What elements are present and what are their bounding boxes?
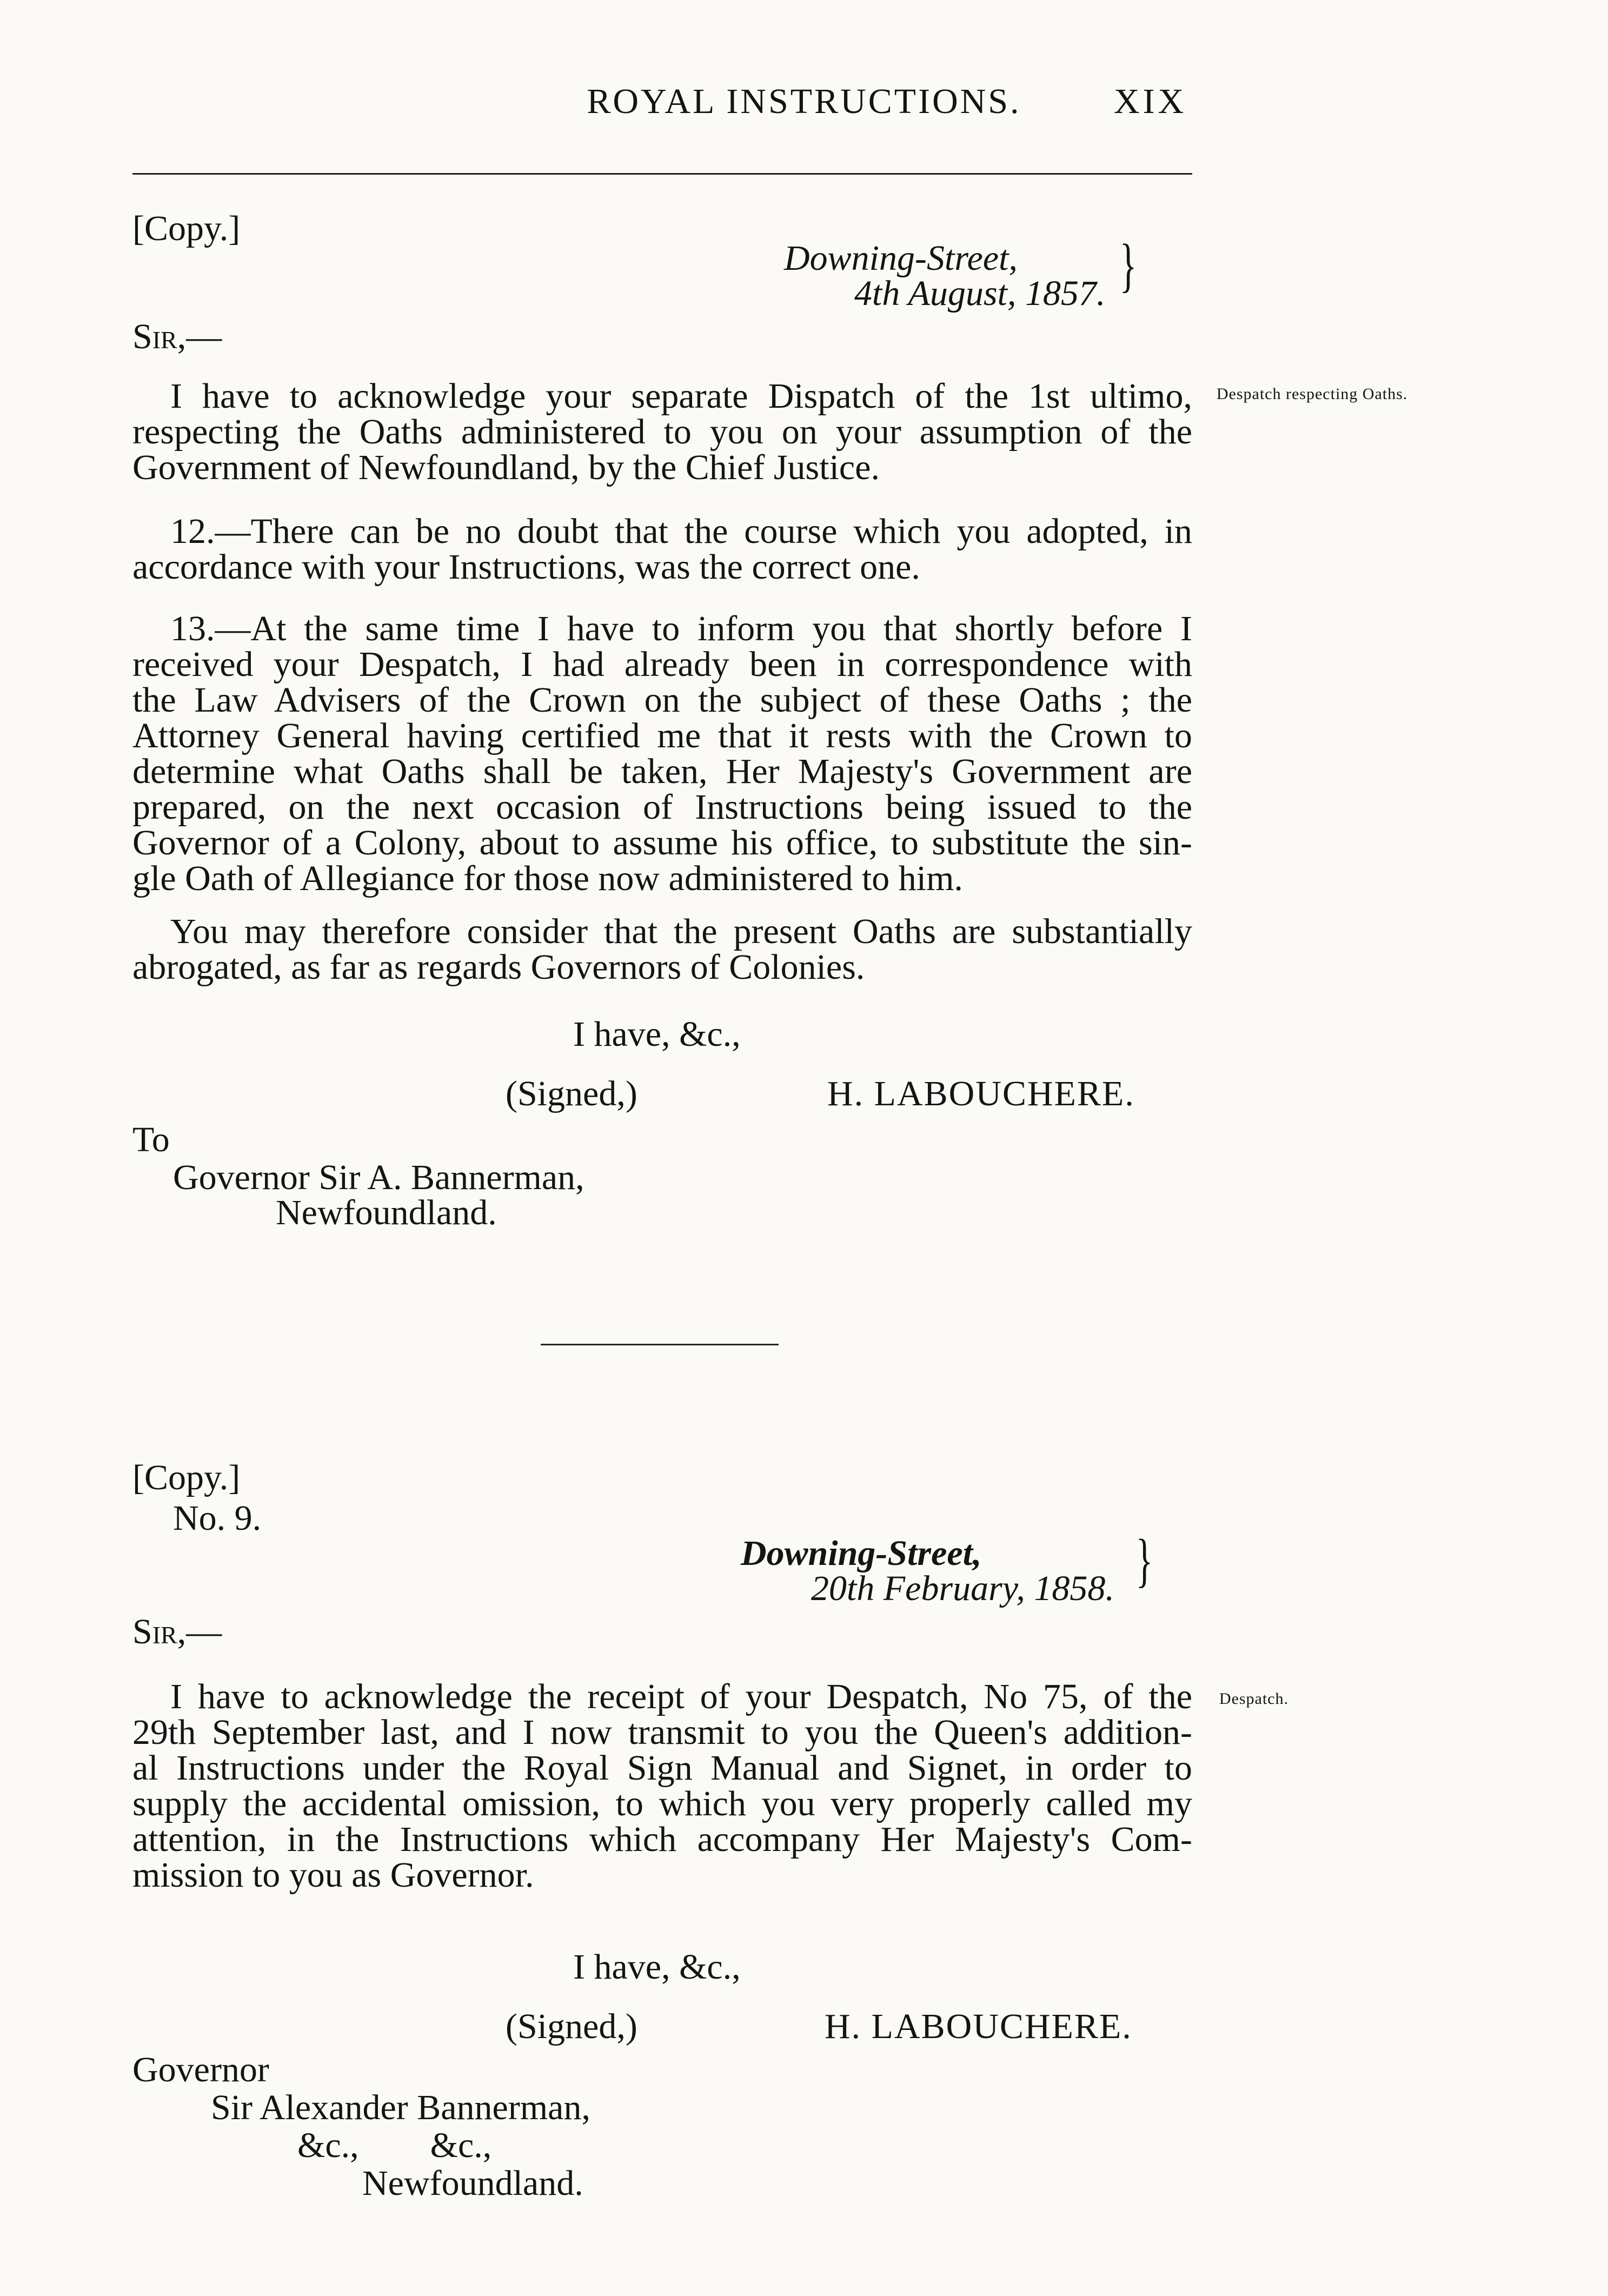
despatch-number: No. 9. <box>173 1498 262 1538</box>
addressee-line: Newfoundland. <box>362 2164 583 2203</box>
dateline-brace: } <box>1119 232 1137 298</box>
addressee-line: Newfoundland. <box>276 1193 497 1232</box>
addressee-line: &c., &c., <box>297 2126 492 2165</box>
text-line: I have to acknowledge your separate Dispatch of the 1st ultimo, <box>170 376 1192 416</box>
dateline-brace: } <box>1135 1527 1153 1593</box>
text-line: supply the accidental omission, to which you very properly called my <box>132 1784 1192 1823</box>
text-line: I have to acknowledge the receipt of your Despatch, No 75, of the <box>170 1677 1192 1716</box>
text-line: accordance with your Instructions, was the correct one. <box>132 547 920 587</box>
text-line: mission to you as Governor. <box>132 1855 534 1895</box>
margin-note: Despatch. <box>1219 1690 1289 1708</box>
copy-mark: [Copy.] <box>132 209 241 248</box>
paragraph <box>132 376 1192 487</box>
text-line: the Law Advisers of the Crown on the subject of these Oaths ; the <box>132 680 1192 720</box>
salutation: Sir,— <box>132 1612 222 1651</box>
paragraph <box>132 611 1192 897</box>
text-line: prepared, on the next occasion of Instructions being issued to the <box>132 787 1192 827</box>
section-divider <box>541 1344 779 1345</box>
paragraph <box>132 914 1192 985</box>
salutation: Sir,— <box>132 317 222 356</box>
page-number: XIX <box>1114 82 1187 121</box>
addressee-line: Governor <box>132 2050 269 2089</box>
text-line: gle Oath of Allegiance for those now administered to him. <box>132 859 963 898</box>
text-line: respecting the Oaths administered to you on your assumption of the <box>132 412 1192 452</box>
paragraph <box>132 1679 1192 1893</box>
signed-mark: (Signed,) <box>506 2007 637 2046</box>
dateline-date: 4th August, 1857. <box>854 274 1106 313</box>
paragraph <box>132 514 1192 585</box>
dateline-date: 20th February, 1858. <box>811 1569 1114 1608</box>
text-line: Government of Newfoundland, by the Chief Justice. <box>132 448 880 487</box>
addressee-line: Governor Sir A. Bannerman, <box>173 1158 584 1197</box>
signed-mark: (Signed,) <box>506 1074 637 1113</box>
text-line: received your Despatch, I had already been in correspondence with <box>132 645 1192 684</box>
margin-note: Despatch respecting Oaths. <box>1217 385 1408 403</box>
header-rule <box>132 173 1192 175</box>
running-head-title: ROYAL INSTRUCTIONS. <box>587 82 1021 121</box>
dateline-place: Downing-Street, <box>784 238 1018 278</box>
signatory: H. LABOUCHERE. <box>827 1074 1135 1113</box>
text-line: determine what Oaths shall be taken, Her Majesty's Government are <box>132 752 1192 791</box>
closing: I have, &c., <box>573 1014 741 1054</box>
addressee-line: Sir Alexander Bannerman, <box>211 2088 590 2127</box>
text-line: abrogated, as far as regards Governors of Colonies. <box>132 947 865 987</box>
dateline-place: Downing-Street, <box>741 1534 982 1573</box>
text-line: 12.—There can be no doubt that the course which you adopted, in <box>170 512 1192 551</box>
text-line: 29th September last, and I now transmit to you the Queen's addition- <box>132 1713 1192 1752</box>
text-line: attention, in the Instructions which accompany Her Majesty's Com- <box>132 1820 1192 1859</box>
text-line: Governor of a Colony, about to assume his office, to substitute the sin- <box>132 823 1192 862</box>
signatory: H. LABOUCHERE. <box>825 2007 1132 2046</box>
copy-mark: [Copy.] <box>132 1458 241 1497</box>
addressee-line: To <box>132 1120 170 1159</box>
text-line: Attorney General having certified me that it rests with the Crown to <box>132 716 1192 755</box>
text-line: You may therefore consider that the present Oaths are substantially <box>170 912 1192 951</box>
text-line: al Instructions under the Royal Sign Manual and Signet, in order to <box>132 1748 1192 1788</box>
text-line: 13.—At the same time I have to inform you that shortly before I <box>170 609 1192 648</box>
closing: I have, &c., <box>573 1947 741 1987</box>
